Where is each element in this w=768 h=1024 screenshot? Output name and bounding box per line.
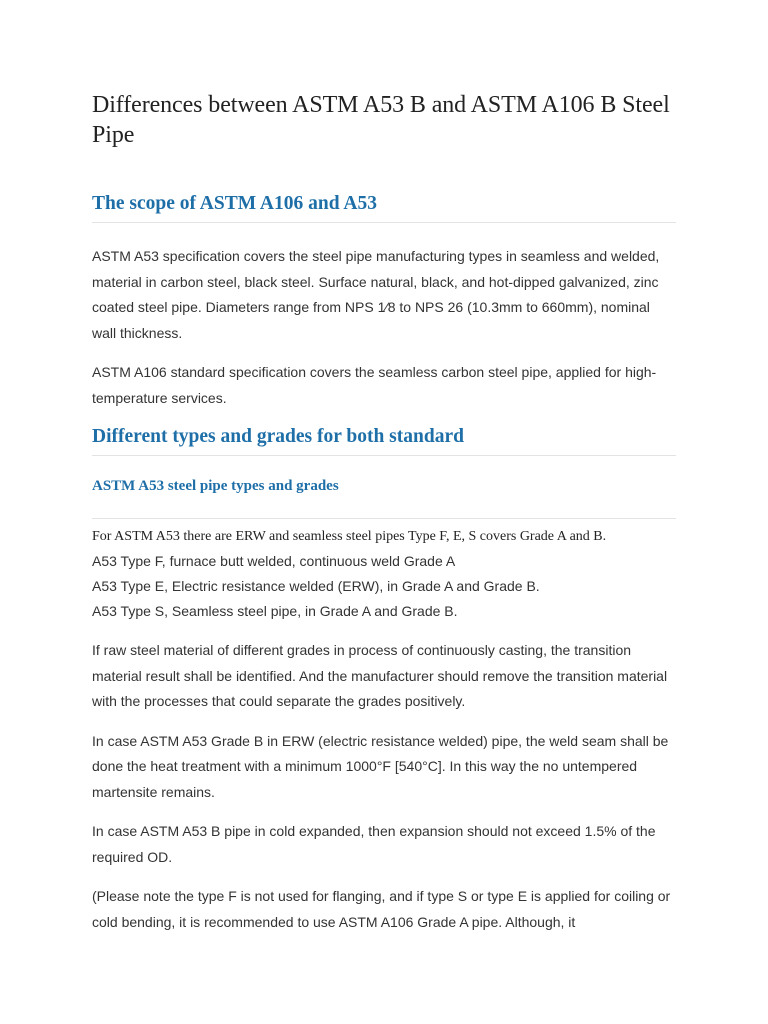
list-item-type-s: A53 Type S, Seamless steel pipe, in Grade A and Grade B. — [92, 603, 458, 619]
paragraph-a53-scope: ASTM A53 specification covers the steel pipe manufacturing types in seamless and welded, material in carbon steel, black steel. Surface natural, black, and hot-dipped galvanized, zinc coated steel pipe. Diameters range from NPS 1⁄8 to NPS 26 (10.3mm to 660mm), nominal wall thickness. — [92, 248, 660, 341]
section-heading-types-grades: Different types and grades for both standard — [92, 425, 676, 456]
section-heading-scope: The scope of ASTM A106 and A53 — [92, 192, 676, 223]
paragraph-a106-scope: ASTM A106 standard specification covers the seamless carbon steel pipe, applied for high-temperature services. — [92, 364, 657, 406]
paragraph-type-f-note: (Please note the type F is not used for flanging, and if type S or type E is applied for coiling or cold bending, it is recommended to use ASTM A106 Grade A pipe. Although, it — [92, 888, 671, 930]
paragraph-a53-intro: For ASTM A53 there are ERW and seamless steel pipes Type F, E, S covers Grade A and B. — [92, 529, 607, 544]
article — [92, 82, 676, 935]
list-item-type-f: A53 Type F, furnace butt welded, continuous weld Grade A — [92, 553, 456, 569]
page-title: Differences between ASTM A53 B and ASTM A106 B Steel Pipe — [92, 92, 670, 148]
subheading-a53-types: ASTM A53 steel pipe types and grades — [92, 478, 339, 494]
paragraph-erw-heat-treatment: In case ASTM A53 Grade B in ERW (electric resistance welded) pipe, the weld seam shall be done the heat treatment with a minimum 1000°F [540°C]. In this way the no untempered martensite remains. — [92, 732, 669, 800]
paragraph-cold-expanded: In case ASTM A53 B pipe in cold expanded, then expansion should not exceed 1.5% of the required OD. — [92, 823, 656, 865]
list-item-type-e: A53 Type E, Electric resistance welded (ERW), in Grade A and Grade B. — [92, 578, 540, 594]
paragraph-transition-material: If raw steel material of different grades in process of continuously casting, the transition material result shall be identified. And the manufacturer should remove the transition material with the processes that could separate the grades positively. — [92, 642, 668, 709]
